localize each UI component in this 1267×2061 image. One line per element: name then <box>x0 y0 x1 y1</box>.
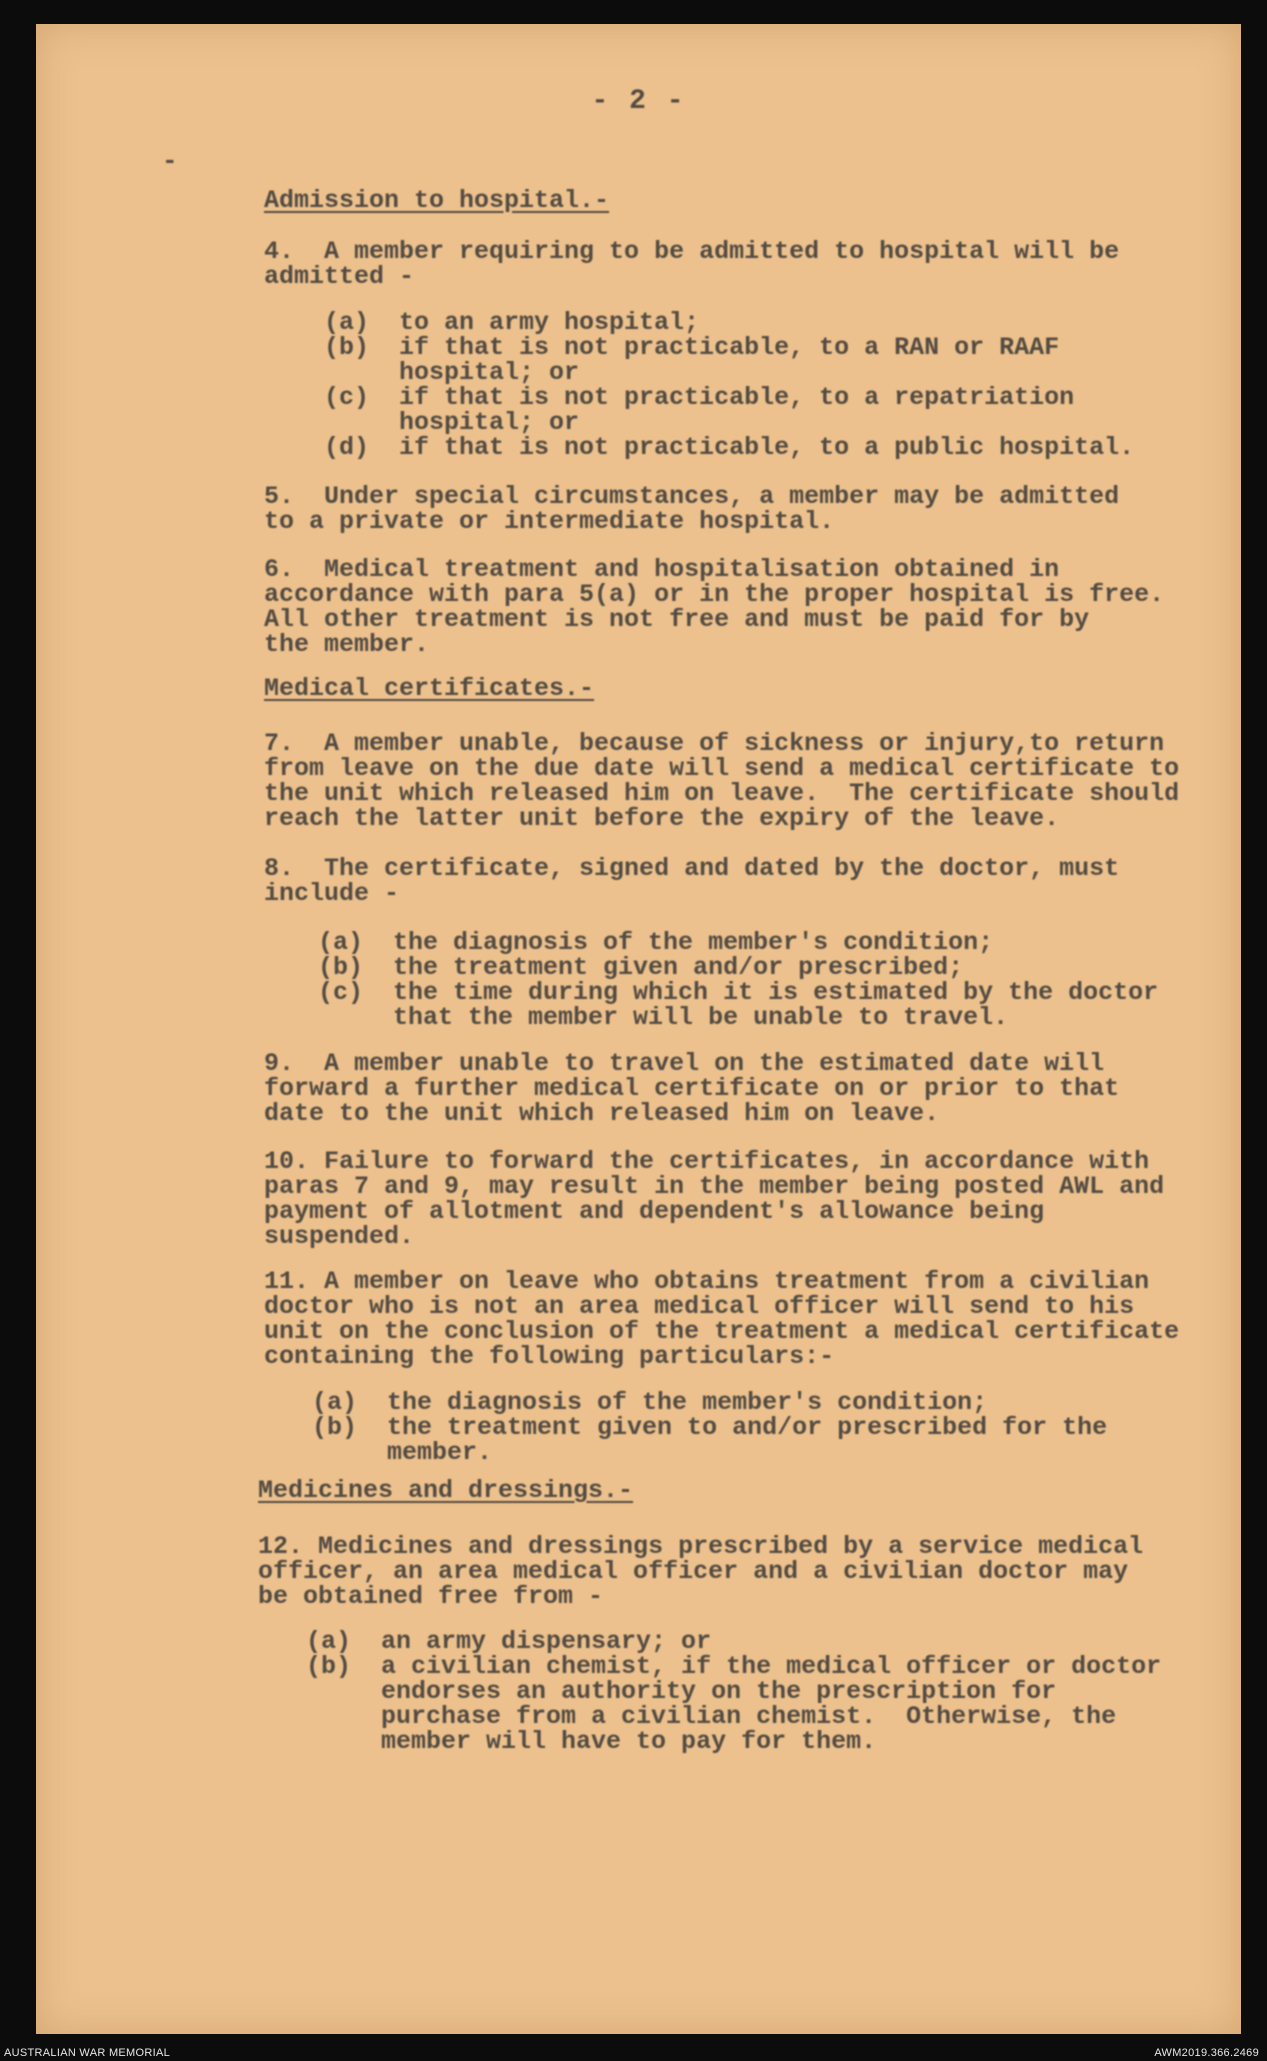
list-item-11b: (b) the treatment given to and/or prescribed for the member. <box>312 1413 1108 1467</box>
footer-institution: AUSTRALIAN WAR MEMORIAL <box>4 2047 171 2059</box>
paragraph-11: 11. A member on leave who obtains treatment from a civilian doctor who is not an area medical officer will send to his unit on the conclusion of the treatment a medical certificate containing the following particulars:- <box>264 1267 1180 1371</box>
document-content <box>36 24 1241 2034</box>
paragraph-6: 6. Medical treatment and hospitalisation obtained in accordance with para 5(a) or in the proper hospital is free. All other treatment is not free and must be paid for by the member. <box>264 555 1165 659</box>
heading-certificates: Medical certificates.- <box>264 674 595 703</box>
paragraph-7: 7. A member unable, because of sickness or injury,to return from leave on the due date will send a medical certificate to the unit which released him on leave. The certificate should reach the latter unit before the expiry of the leave. <box>264 729 1180 833</box>
list-item-4b: (b) if that is not practicable, to a RAN or RAAF hospital; or <box>324 333 1060 387</box>
page-number: - 2 - <box>591 86 686 117</box>
paragraph-9: 9. A member unable to travel on the estimated date will forward a further medical certificate on or prior to that date to the unit which released him on leave. <box>264 1049 1120 1128</box>
list-item-8b: (b) the treatment given and/or prescribed; <box>318 953 964 982</box>
paragraph-10: 10. Failure to forward the certificates, in accordance with paras 7 and 9, may result in the member being posted AWL and payment of allotment and dependent's allowance being suspended. <box>264 1147 1165 1251</box>
paragraph-12: 12. Medicines and dressings prescribed by a service medical officer, an area medical officer and a civilian doctor may be obtained free from - <box>258 1532 1144 1611</box>
footer-accession-number: AWM2019.366.2469 <box>1154 2047 1259 2059</box>
paragraph-5: 5. Under special circumstances, a member may be admitted to a private or intermediate hospital. <box>264 482 1120 536</box>
list-item-11a: (a) the diagnosis of the member's condition; <box>312 1388 988 1417</box>
paragraph-4: 4. A member requiring to be admitted to hospital will be admitted - <box>264 237 1120 291</box>
list-item-4a: (a) to an army hospital; <box>324 308 700 337</box>
heading-admission: Admission to hospital.- <box>264 186 610 215</box>
margin-mark: - <box>162 146 178 176</box>
list-item-4d: (d) if that is not practicable, to a public hospital. <box>324 433 1135 462</box>
paragraph-8: 8. The certificate, signed and dated by the doctor, must include - <box>264 854 1120 908</box>
list-item-12a: (a) an army dispensary; or <box>306 1627 712 1656</box>
list-item-8c: (c) the time during which it is estimated by the doctor that the member will be unable to travel. <box>318 978 1159 1032</box>
list-item-4c: (c) if that is not practicable, to a repatriation hospital; or <box>324 383 1075 437</box>
document-page <box>36 24 1241 2034</box>
heading-medicines: Medicines and dressings.- <box>258 1476 634 1505</box>
list-item-12b: (b) a civilian chemist, if the medical officer or doctor endorses an authority on the prescription for purchase from a civilian chemist. Otherwise, the member will have to pay for them. <box>306 1652 1162 1756</box>
list-item-8a: (a) the diagnosis of the member's condition; <box>318 928 994 957</box>
